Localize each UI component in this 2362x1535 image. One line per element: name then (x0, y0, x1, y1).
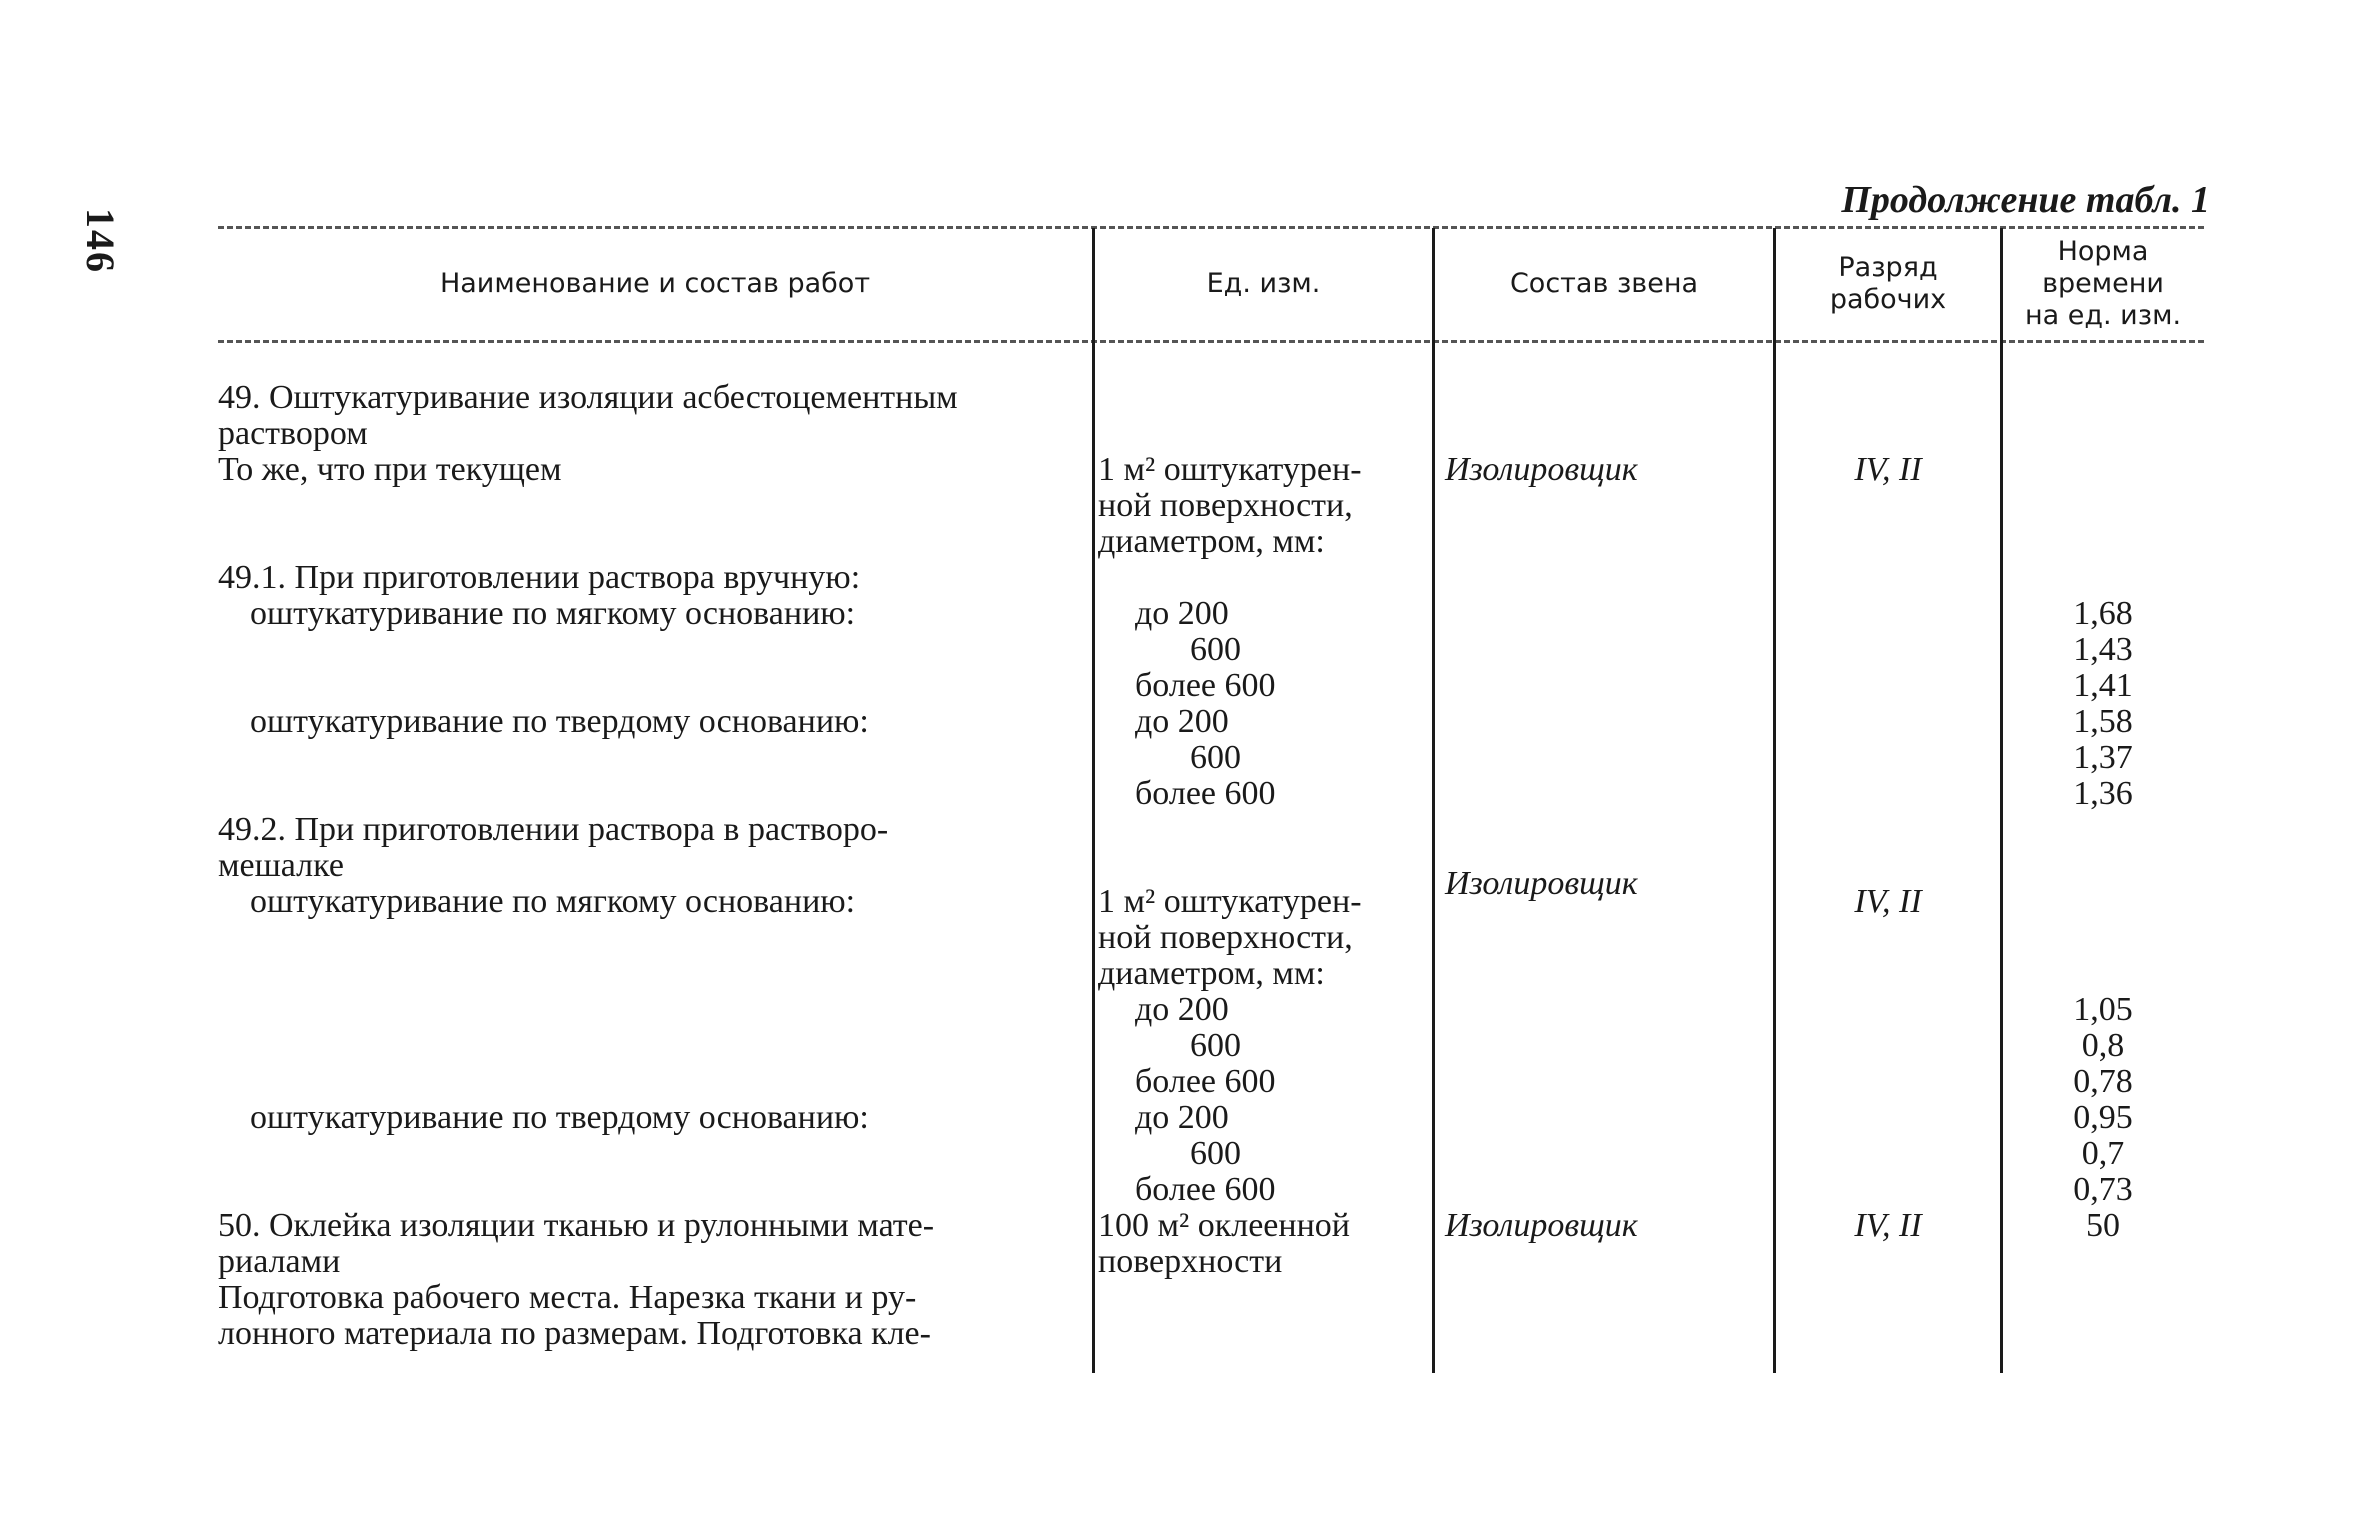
column-divider (1773, 228, 1776, 1373)
diameter-value: более 600 (1135, 1171, 1276, 1208)
item49-2-grade: IV, II (1854, 883, 1922, 920)
column-divider (1092, 228, 1095, 1373)
item50-crew: Изолировщик (1445, 1207, 1638, 1244)
norm-value: 0,95 (2073, 1099, 2133, 1136)
item49-title: 49. Оштукатуривание изоляции асбестоцементным (218, 379, 958, 416)
hard-base-label: оштукатуривание по твердому основанию: (250, 1099, 869, 1136)
diameter-value: более 600 (1135, 1063, 1276, 1100)
diameter-value: до 200 (1135, 703, 1229, 740)
page-number: 146 (78, 208, 123, 274)
diameter-value: до 200 (1135, 595, 1229, 632)
item49-2-unit: 1 м² оштукатурен- (1098, 883, 1362, 920)
diameter-value: 600 (1190, 739, 1241, 776)
diameter-value: до 200 (1135, 991, 1229, 1028)
item49-2-title: 49.2. При приготовлении раствора в растворо- (218, 811, 889, 848)
norm-value: 1,05 (2073, 991, 2133, 1028)
item50-description: Подготовка рабочего места. Нарезка ткани и ру- (218, 1279, 917, 1316)
diameter-value: более 600 (1135, 775, 1276, 812)
norm-value: 1,41 (2073, 667, 2133, 704)
norm-value: 1,36 (2073, 775, 2133, 812)
item50-description-cont: лонного материала по размерам. Подготовка кле- (218, 1315, 931, 1352)
item49-1-title: 49.1. При приготовлении раствора вручную: (218, 559, 861, 596)
item49-2-unit-cont: ной поверхности, (1098, 919, 1353, 956)
item49-2-title-cont: мешалке (218, 847, 344, 884)
header-norm: Норма времени на ед. изм. (2024, 236, 2182, 331)
norm-value: 1,68 (2073, 595, 2133, 632)
item49-grade: IV, II (1854, 451, 1922, 488)
norm-value: 0,73 (2073, 1171, 2133, 1208)
diameter-value: 600 (1190, 631, 1241, 668)
norm-value: 1,43 (2073, 631, 2133, 668)
column-divider (1432, 228, 1435, 1373)
item50-unit-cont: поверхности (1098, 1243, 1283, 1280)
norm-value: 1,58 (2073, 703, 2133, 740)
header-grade: Разряд рабочих (1829, 252, 1947, 315)
norm-value: 0,7 (2081, 1135, 2125, 1172)
diameter-value: более 600 (1135, 667, 1276, 704)
header-unit: Ед. изм. (1206, 268, 1321, 299)
norm-value: 50 (2086, 1207, 2120, 1244)
diameter-value: 600 (1190, 1135, 1241, 1172)
item49-description: То же, что при текущем (218, 451, 562, 488)
item50-unit: 100 м² оклеенной (1098, 1207, 1350, 1244)
item49-unit: 1 м² оштукатурен- (1098, 451, 1362, 488)
norm-value: 0,78 (2073, 1063, 2133, 1100)
item49-crew: Изолировщик (1445, 451, 1638, 488)
item50-grade: IV, II (1854, 1207, 1922, 1244)
table-caption: Продолжение табл. 1 (1841, 179, 2210, 221)
item50-title-cont: риалами (218, 1243, 341, 1280)
soft-base-label: оштукатуривание по мягкому основанию: (250, 883, 856, 920)
diameter-value: 600 (1190, 1027, 1241, 1064)
header-crew: Состав звена (1509, 268, 1699, 299)
item49-unit-cont: диаметром, мм: (1098, 523, 1325, 560)
item49-2-unit-cont: диаметром, мм: (1098, 955, 1325, 992)
header-bottom-rule (218, 340, 2204, 343)
hard-base-label: оштукатуривание по твердому основанию: (250, 703, 869, 740)
item50-title: 50. Оклейка изоляции тканью и рулонными мате- (218, 1207, 935, 1244)
header-name: Наименование и состав работ (439, 268, 871, 299)
header-top-rule (218, 226, 2204, 229)
item49-2-crew: Изолировщик (1445, 865, 1638, 902)
item49-title-cont: раствором (218, 415, 368, 452)
diameter-value: до 200 (1135, 1099, 1229, 1136)
item49-unit-cont: ной поверхности, (1098, 487, 1353, 524)
soft-base-label: оштукатуривание по мягкому основанию: (250, 595, 856, 632)
norm-value: 0,8 (2081, 1027, 2125, 1064)
norm-value: 1,37 (2073, 739, 2133, 776)
